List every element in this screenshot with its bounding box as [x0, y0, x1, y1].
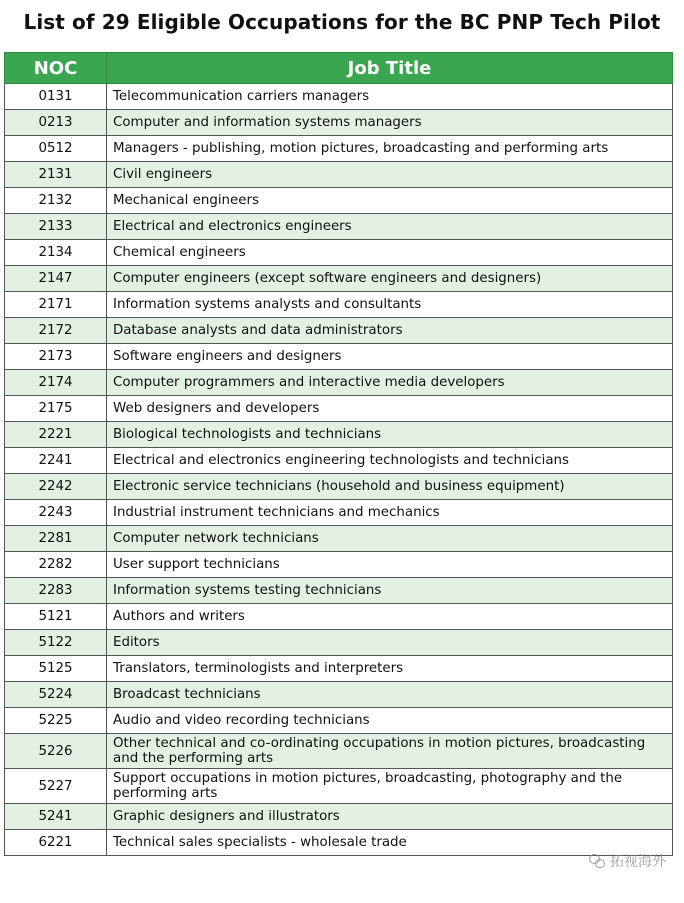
watermark — [589, 851, 666, 871]
table-row — [5, 110, 673, 136]
noc-cell: 2173 — [5, 344, 107, 370]
job-title-cell: Chemical engineers — [107, 240, 673, 266]
noc-cell: 2221 — [5, 422, 107, 448]
table-row — [5, 500, 673, 526]
table-row — [5, 526, 673, 552]
job-title-cell: Electrical and electronics engineers — [107, 214, 673, 240]
job-title-cell: Information systems testing technicians — [107, 578, 673, 604]
noc-cell: 2131 — [5, 162, 107, 188]
occupations-table — [4, 52, 673, 856]
table-row — [5, 604, 673, 630]
table-row — [5, 396, 673, 422]
job-title-cell: Electrical and electronics engineering technologists and technicians — [107, 448, 673, 474]
table-row — [5, 162, 673, 188]
table-row — [5, 734, 673, 769]
noc-cell: 5226 — [5, 734, 107, 769]
job-title-cell: Computer engineers (except software engineers and designers) — [107, 266, 673, 292]
noc-cell: 5241 — [5, 804, 107, 830]
noc-cell: 2172 — [5, 318, 107, 344]
job-title-cell: Electronic service technicians (household and business equipment) — [107, 474, 673, 500]
job-title-cell: Civil engineers — [107, 162, 673, 188]
table-row — [5, 136, 673, 162]
job-title-cell: Mechanical engineers — [107, 188, 673, 214]
noc-cell: 5121 — [5, 604, 107, 630]
job-title-cell: Computer and information systems managers — [107, 110, 673, 136]
page-title: List of 29 Eligible Occupations for the BC PNP Tech Pilot — [23, 10, 661, 34]
watermark-text: 拓视海外 — [610, 854, 666, 870]
table-row — [5, 769, 673, 804]
noc-cell: 5224 — [5, 682, 107, 708]
job-title-cell: Editors — [107, 630, 673, 656]
table-row — [5, 578, 673, 604]
header-noc: NOC — [5, 53, 107, 84]
noc-cell: 2171 — [5, 292, 107, 318]
table-row — [5, 266, 673, 292]
table-row — [5, 84, 673, 110]
header-job-title: Job Title — [107, 53, 673, 84]
job-title-cell: Support occupations in motion pictures, broadcasting, photography and the performing arts — [107, 769, 673, 804]
job-title-cell: Broadcast technicians — [107, 682, 673, 708]
job-title-cell: Web designers and developers — [107, 396, 673, 422]
job-title-cell: Audio and video recording technicians — [107, 708, 673, 734]
noc-cell: 0131 — [5, 84, 107, 110]
noc-cell: 2134 — [5, 240, 107, 266]
job-title-cell: Computer programmers and interactive media developers — [107, 370, 673, 396]
job-title-cell: User support technicians — [107, 552, 673, 578]
table-row — [5, 344, 673, 370]
noc-cell: 2174 — [5, 370, 107, 396]
table-row — [5, 214, 673, 240]
noc-cell: 2147 — [5, 266, 107, 292]
table-row — [5, 188, 673, 214]
noc-cell: 2243 — [5, 500, 107, 526]
table-row — [5, 240, 673, 266]
job-title-cell: Software engineers and designers — [107, 344, 673, 370]
job-title-cell: Other technical and co-ordinating occupations in motion pictures, broadcasting and the performing arts — [107, 734, 673, 769]
noc-cell: 5122 — [5, 630, 107, 656]
job-title-cell: Biological technologists and technicians — [107, 422, 673, 448]
table-row — [5, 370, 673, 396]
table-row — [5, 292, 673, 318]
job-title-cell: Technical sales specialists - wholesale trade — [107, 830, 673, 856]
noc-cell: 2242 — [5, 474, 107, 500]
noc-cell: 5225 — [5, 708, 107, 734]
noc-cell: 2283 — [5, 578, 107, 604]
noc-cell: 0213 — [5, 110, 107, 136]
noc-cell: 2132 — [5, 188, 107, 214]
table-row — [5, 448, 673, 474]
table-row — [5, 804, 673, 830]
wechat-icon — [589, 854, 605, 868]
table-header-row — [5, 53, 673, 84]
noc-cell: 0512 — [5, 136, 107, 162]
job-title-cell: Authors and writers — [107, 604, 673, 630]
noc-cell: 2133 — [5, 214, 107, 240]
noc-cell: 2282 — [5, 552, 107, 578]
job-title-cell: Computer network technicians — [107, 526, 673, 552]
table-row — [5, 422, 673, 448]
noc-cell: 6221 — [5, 830, 107, 856]
job-title-cell: Managers - publishing, motion pictures, broadcasting and performing arts — [107, 136, 673, 162]
table-row — [5, 656, 673, 682]
job-title-cell: Information systems analysts and consultants — [107, 292, 673, 318]
job-title-cell: Telecommunication carriers managers — [107, 84, 673, 110]
noc-cell: 2241 — [5, 448, 107, 474]
noc-cell: 5125 — [5, 656, 107, 682]
table-row — [5, 474, 673, 500]
job-title-cell: Industrial instrument technicians and mechanics — [107, 500, 673, 526]
table-row — [5, 552, 673, 578]
job-title-cell: Database analysts and data administrators — [107, 318, 673, 344]
noc-cell: 5227 — [5, 769, 107, 804]
job-title-cell: Graphic designers and illustrators — [107, 804, 673, 830]
noc-cell: 2281 — [5, 526, 107, 552]
table-row — [5, 708, 673, 734]
table-row — [5, 630, 673, 656]
table-row — [5, 830, 673, 856]
noc-cell: 2175 — [5, 396, 107, 422]
job-title-cell: Translators, terminologists and interpreters — [107, 656, 673, 682]
table-row — [5, 682, 673, 708]
table-row — [5, 318, 673, 344]
